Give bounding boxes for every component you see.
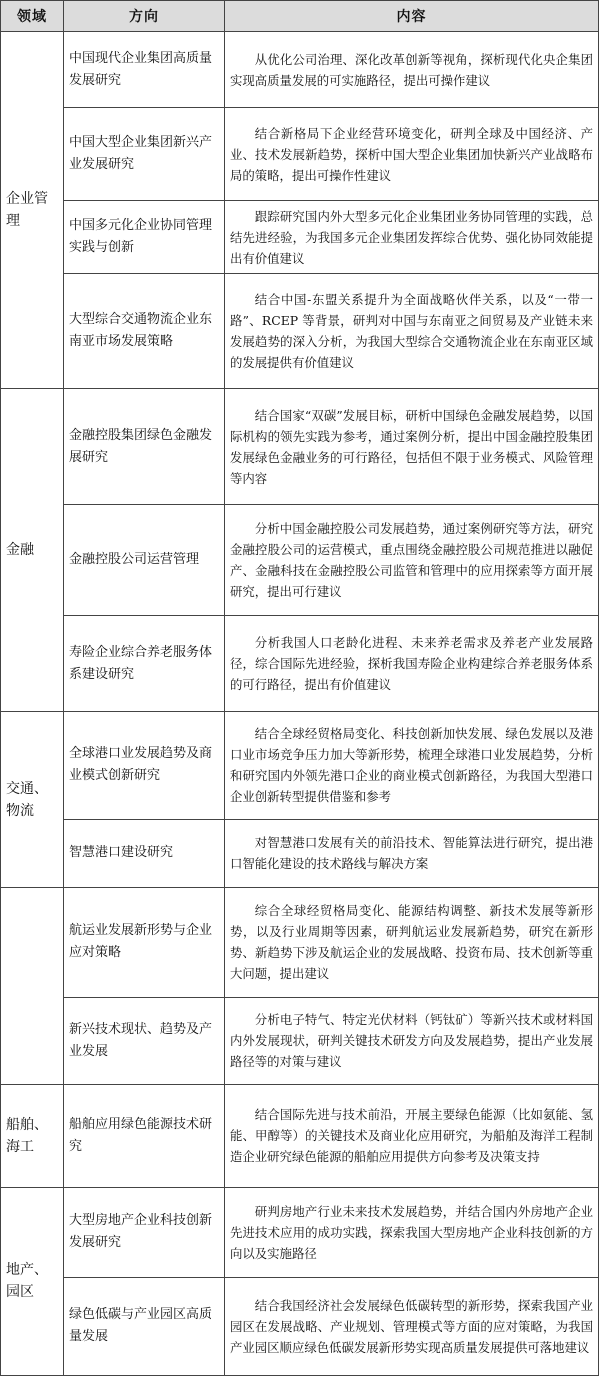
field-cell-real-estate-parks: 地产、园区 xyxy=(1,1187,64,1375)
content-cell xyxy=(225,505,599,616)
direction-cell: 中国多元化企业协同管理实践与创新 xyxy=(64,201,225,274)
content-text: 综合全球经贸格局变化、能源结构调整、新技术发展等新形势，以及行业周期等因素，研判航运业发展新趋势，研究在新形势、新趋势下涉及航运企业的发展战略、投资布局、技术创新等重大问题，提出建议 xyxy=(230,903,593,982)
table-row xyxy=(1,201,599,274)
direction-cell: 智慧港口建设研究 xyxy=(64,819,225,887)
content-cell xyxy=(225,108,599,201)
direction-cell: 寿险企业综合养老服务体系建设研究 xyxy=(64,616,225,712)
content-cell xyxy=(225,1084,599,1187)
direction-cell: 绿色低碳与产业园区高质量发展 xyxy=(64,1277,225,1375)
table-row xyxy=(1,1187,599,1277)
table-row xyxy=(1,274,599,389)
content-text: 分析电子特气、特定光伏材料（钙钛矿）等新兴技术或材料国内外发展现状，研判关键技术研发方向及发展趋势，提出产业发展路径等的对策与建议 xyxy=(230,1012,593,1070)
content-text: 结合新格局下企业经营环境变化，研判全球及中国经济、产业、技术发展新趋势，探析中国大型企业集团加快新兴产业战略布局的策略，提出可操作性建议 xyxy=(230,125,593,183)
field-cell-transport-logistics: 交通、物流 xyxy=(1,712,64,887)
content-cell xyxy=(225,389,599,505)
direction-cell: 全球港口业发展趋势及商业模式创新研究 xyxy=(64,712,225,819)
header-field: 领域 xyxy=(1,1,64,32)
content-cell xyxy=(225,887,599,997)
content-text: 结合国家“双碳”发展目标，研析中国绿色金融发展趋势，以国际机构的领先实践为参考，通过案例分析，提出中国金融控股集团发展绿色金融业务的可行路径，包括但不限于业务模式、风险管理等内容 xyxy=(230,407,593,486)
content-text: 结合全球经贸格局变化、科技创新加快发展、绿色发展以及港口业市场竞争压力加大等新形势，梳理全球港口业发展趋势，分析和研究国内外领先港口企业的商业模式创新路径，为我国大型港口企业创新转型提供借鉴和参考 xyxy=(230,726,593,805)
field-cell-blank xyxy=(1,887,64,1084)
header-direction: 方向 xyxy=(64,1,225,32)
table-row xyxy=(1,997,599,1084)
field-cell-shipbuilding-offshore: 船舶、海工 xyxy=(1,1084,64,1187)
content-text: 对智慧港口发展有关的前沿技术、智能算法进行研究，提出港口智能化建设的技术路线与解决方案 xyxy=(230,835,593,872)
content-cell xyxy=(225,712,599,819)
content-text: 分析我国人口老龄化进程、未来养老需求及养老产业发展路径，综合国际先进经验，探析我国寿险企业构建综合养老服务体系的可行路径，提出有价值建议 xyxy=(230,635,593,693)
direction-cell: 航运业发展新形势与企业应对策略 xyxy=(64,887,225,997)
table-row xyxy=(1,1084,599,1187)
direction-cell: 中国大型企业集团新兴产业发展研究 xyxy=(64,108,225,201)
table-row xyxy=(1,32,599,108)
direction-cell: 新兴技术现状、趋势及产业发展 xyxy=(64,997,225,1084)
content-text: 结合国际先进与技术前沿，开展主要绿色能源（比如氨能、氢能、甲醇等）的关键技术及商业化应用研究，为船舶及海洋工程制造企业研究绿色能源的船舶应用提供方向参考及决策支持 xyxy=(230,1107,593,1165)
content-text: 从优化公司治理、深化改革创新等视角，探析现代化央企集团实现高质量发展的可实施路径，提出可操作建议 xyxy=(230,51,593,88)
content-cell xyxy=(225,616,599,712)
table-row xyxy=(1,819,599,887)
table-row xyxy=(1,389,599,505)
field-cell-finance: 金融 xyxy=(1,389,64,712)
field-cell-enterprise-management: 企业管理 xyxy=(1,32,64,389)
table-row xyxy=(1,108,599,201)
table-row xyxy=(1,712,599,819)
direction-cell: 船舶应用绿色能源技术研究 xyxy=(64,1084,225,1187)
table-row xyxy=(1,1277,599,1375)
content-cell xyxy=(225,201,599,274)
content-text: 结合中国-东盟关系提升为全面战略伙伴关系，以及“一带一路”、RCEP 等背景，研判对中国与东南亚之间贸易及产业链未来发展趋势的深入分析，为我国大型综合交通物流企业在东南亚区域的发展提供有价值建议 xyxy=(230,292,593,371)
content-text: 结合我国经济社会发展绿色低碳转型的新形势，探索我国产业园区在发展战略、产业规划、管理模式等方面的应对策略，为我国产业园区顺应绿色低碳发展新形势实现高质量发展提供可落地建议 xyxy=(230,1297,593,1355)
table-header-row xyxy=(1,1,599,32)
table-row xyxy=(1,887,599,997)
content-cell xyxy=(225,1187,599,1277)
content-cell xyxy=(225,1277,599,1375)
content-text: 跟踪研究国内外大型多元化企业集团业务协同管理的实践，总结先进经验，为我国多元企业集团发挥综合优势、强化协同效能提出有价值建议 xyxy=(230,208,593,266)
direction-cell: 大型房地产企业科技创新发展研究 xyxy=(64,1187,225,1277)
direction-cell: 金融控股公司运营管理 xyxy=(64,505,225,616)
direction-cell: 金融控股集团绿色金融发展研究 xyxy=(64,389,225,505)
content-cell xyxy=(225,274,599,389)
content-text: 分析中国金融控股公司发展趋势，通过案例研究等方法，研究金融控股公司的运营模式，重点围绕金融控股公司规范推进以融促产、金融科技在金融控股公司监管和管理中的应用探索等方面开展研究，提出可行建议 xyxy=(230,521,593,600)
content-cell xyxy=(225,32,599,108)
content-cell xyxy=(225,997,599,1084)
content-text: 研判房地产行业未来技术发展趋势，并结合国内外房地产企业先进技术应用的成功实践，探索我国大型房地产企业科技创新的方向以及实施路径 xyxy=(230,1203,593,1261)
header-content: 内容 xyxy=(225,1,599,32)
direction-cell: 中国现代企业集团高质量发展研究 xyxy=(64,32,225,108)
direction-cell: 大型综合交通物流企业东南亚市场发展策略 xyxy=(64,274,225,389)
table-row xyxy=(1,616,599,712)
table-row xyxy=(1,505,599,616)
content-cell xyxy=(225,819,599,887)
